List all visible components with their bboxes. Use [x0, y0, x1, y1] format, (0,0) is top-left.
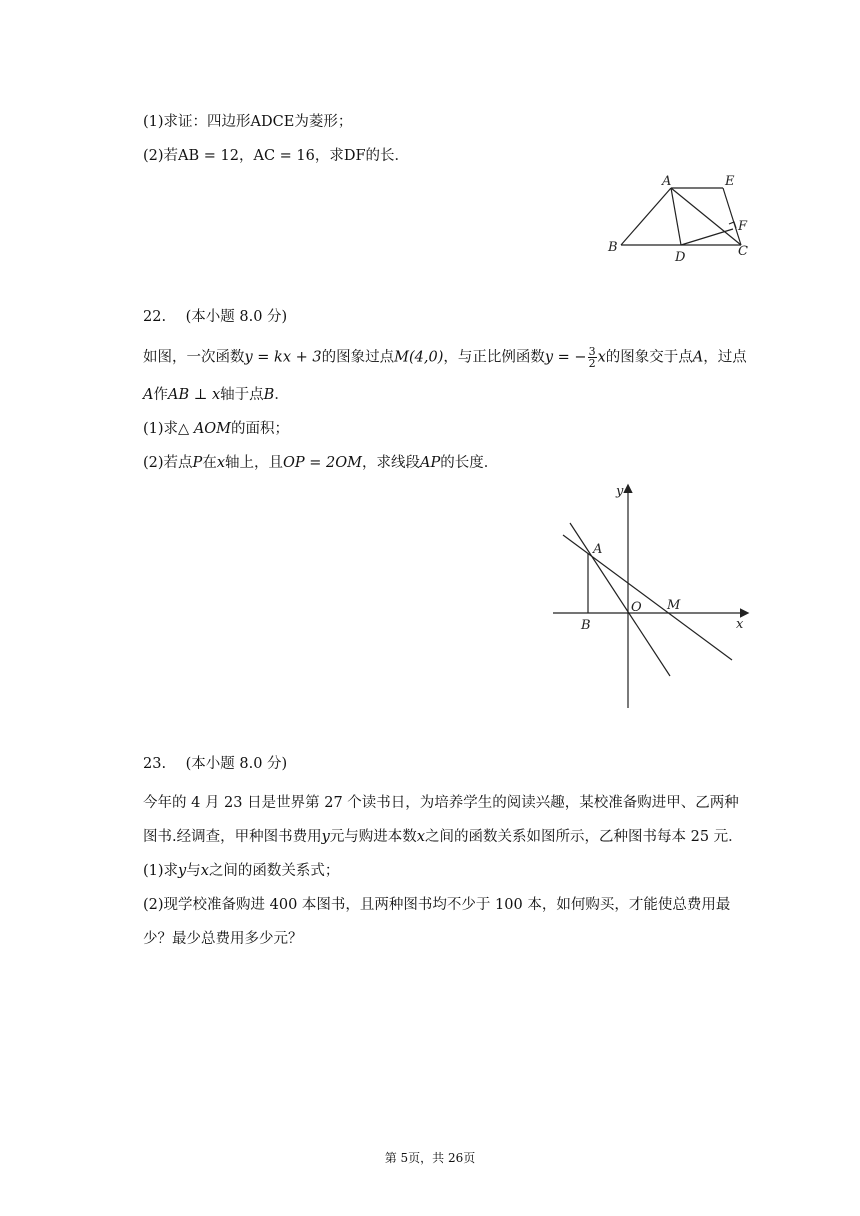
- q21-label-B: B: [608, 240, 618, 255]
- q23-stem-line1: 今年的 4 月 23 日是世界第 27 个读书日，为培养学生的阅读兴趣，某校准备购进甲、乙两种: [143, 795, 739, 811]
- q23-header: [143, 754, 287, 774]
- q21-seg-AC: [671, 188, 741, 245]
- q22-points: (本小题 8.0 分): [185, 309, 288, 325]
- q22-part2: (2)若点P在x轴上，且OP = 2OM，求线段AP的长度．: [143, 455, 499, 471]
- q21-label-C: C: [738, 244, 748, 259]
- q21-figure: [605, 172, 765, 264]
- q22-stem-line2: A作AB ⊥ x轴于点B．: [143, 387, 289, 403]
- q21-label-F: F: [738, 219, 748, 234]
- q21-label-D: D: [675, 250, 686, 264]
- q23-part2-line2: 少？最少总费用多少元？: [143, 931, 303, 947]
- q23-part1: (1)求y与x之间的函数关系式；: [143, 863, 340, 879]
- q22-number: 22.: [143, 309, 167, 325]
- q23-points: (本小题 8.0 分): [185, 756, 288, 772]
- q22-figure: [545, 478, 760, 713]
- q21-part1: (1)求证：四边形ADCE为菱形；: [143, 114, 353, 130]
- q23-stem-line2: 图书.经调查，甲种图书费用y元与购进本数x之间的函数关系如图所示，乙种图书每本 25 元．: [143, 829, 743, 845]
- q21-seg-DF: [681, 229, 733, 245]
- q22-label-y: y: [616, 484, 624, 499]
- q23-number: 23.: [143, 756, 167, 772]
- q21-label-E: E: [725, 174, 735, 189]
- q21-seg-BA: [621, 188, 671, 245]
- q22-label-A: A: [593, 542, 603, 557]
- q22-part1: (1)求△ AOM的面积；: [143, 421, 290, 437]
- q22-line-y-neg-3-2x: [570, 523, 670, 676]
- fraction-3-2: $\frac{3}{2}$: [588, 345, 596, 370]
- q21-seg-AD: [671, 188, 681, 245]
- q22-label-M: M: [667, 598, 681, 613]
- q22-label-O: O: [631, 600, 642, 615]
- q21-label-A: A: [662, 174, 672, 189]
- q21-part2: (2)若AB = 12，AC = 16，求DF的长．: [143, 148, 410, 164]
- q22-stem-line1: 如图，一次函数y = kx + 3的图象过点M(4,0)，与正比例函数y = − $\frac{3}{2}$ x的图象交于点A，过点: [143, 345, 747, 370]
- q22-label-B: B: [581, 618, 591, 633]
- q22-label-x: x: [736, 617, 744, 632]
- q22-header: [143, 307, 287, 327]
- q23-part2-line1: (2)现学校准备购进 400 本图书，且两种图书均不少于 100 本，如何购买，才能使总费用最: [143, 897, 731, 913]
- page-footer: 第 5页，共 26页: [384, 1151, 476, 1165]
- q21-seg-EC: [723, 188, 741, 245]
